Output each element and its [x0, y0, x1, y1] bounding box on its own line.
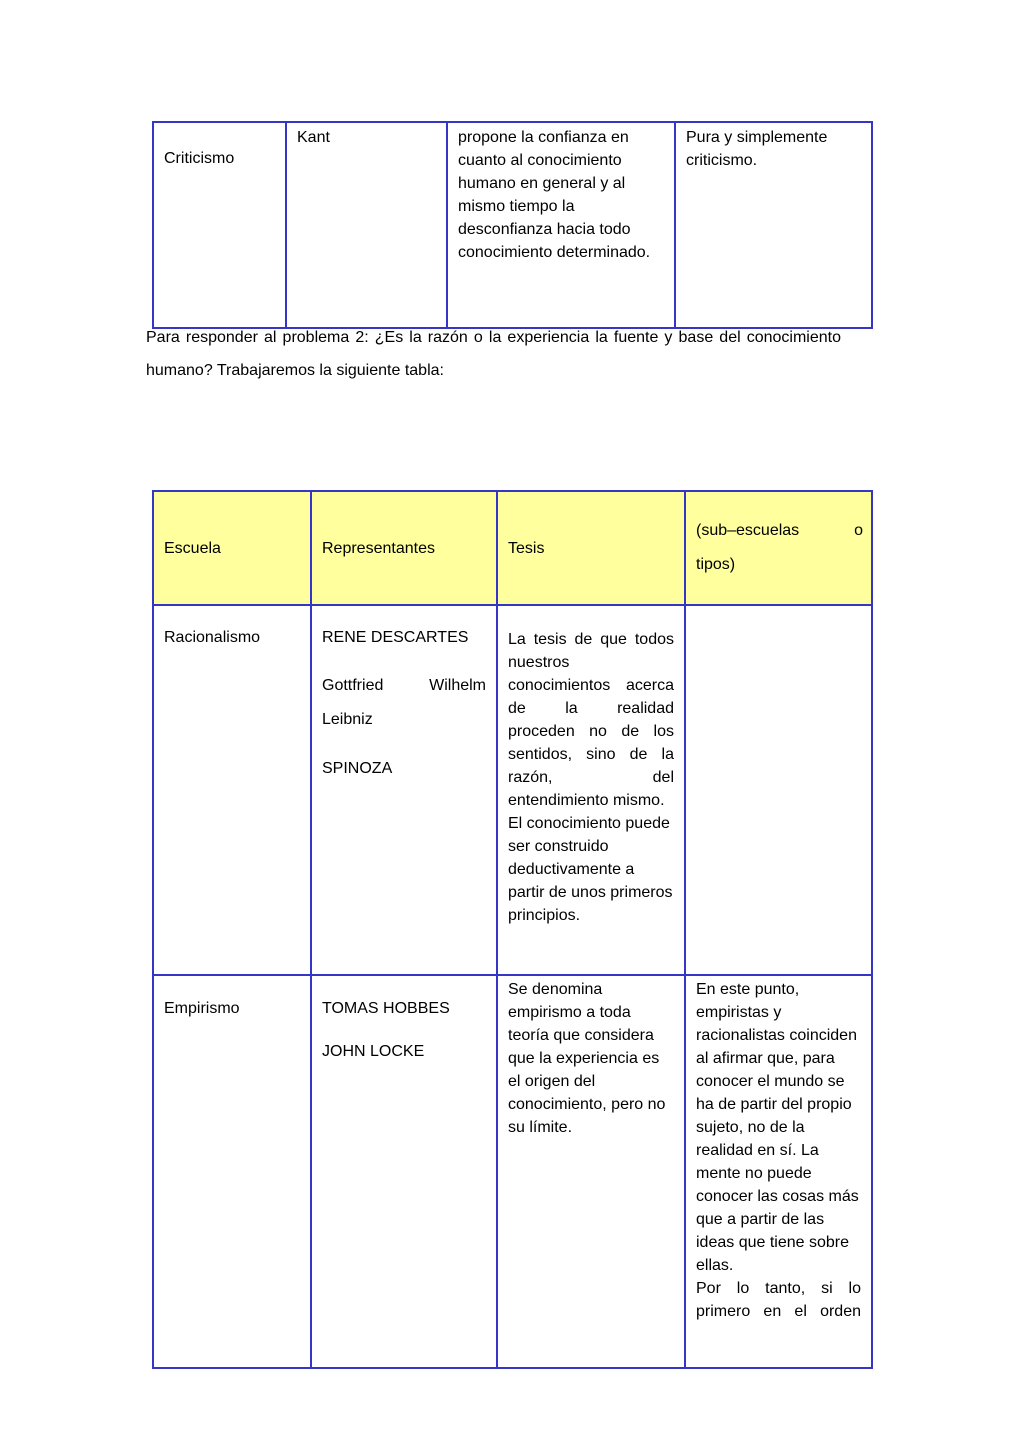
representante: SPINOZA [322, 760, 393, 777]
table-row [153, 975, 872, 1368]
header-representantes: Representantes [311, 491, 497, 605]
header-subescuelas-line1: (sub–escuelas o [696, 522, 863, 539]
cell-representantes [311, 975, 497, 1368]
representante [322, 669, 486, 737]
table-row [153, 605, 872, 975]
cell-subescuelas: Pura y simplemente criticismo. [675, 122, 872, 328]
subescuelas-paragraph: En este punto, empiristas y racionalistas coinciden al afirmar que, para conocer el mundo se ha de partir del propio sujeto, no de la realidad en sí. La mente no puede conocer las cosas más que a partir de las ideas que tiene sobre ellas. [696, 981, 859, 1274]
criticismo-table [152, 121, 873, 329]
representante: JOHN LOCKE [322, 1043, 425, 1060]
header-subescuelas-line2: tipos) [696, 556, 736, 573]
tesis-paragraph: La tesis de que todos nuestros conocimientos acerca de la realidad proceden no de los sentidos, sino de la razón, del entendimiento mismo. [508, 631, 674, 809]
schools-table [152, 490, 873, 1369]
header-subescuelas [685, 491, 872, 605]
subescuelas-paragraph: Por lo tanto, si lo primero en el orden [696, 1280, 861, 1320]
cell-escuela: Criticismo [153, 122, 286, 328]
representante: TOMAS HOBBES [322, 1000, 450, 1017]
table-header-row [153, 491, 872, 605]
cell-representante: Kant [286, 122, 447, 328]
tesis-paragraph: El conocimiento puede ser construido deductivamente a partir de unos primeros principios. [508, 815, 673, 924]
header-tesis: Tesis [497, 491, 685, 605]
representante-line: Gottfried Wilhelm [322, 677, 486, 694]
body-paragraph: Para responder al problema 2: ¿Es la razón o la experiencia la fuente y base del conocimiento humano? Trabajaremos la siguiente tabla: [146, 329, 841, 379]
cell-tesis: Se denomina empirismo a toda teoría que considera que la experiencia es el origen del conocimiento, pero no su límite. [497, 975, 685, 1368]
cell-tesis [497, 605, 685, 975]
cell-subescuelas [685, 975, 872, 1368]
table-row [153, 122, 872, 328]
representante: RENE DESCARTES [322, 629, 469, 646]
cell-subescuelas [685, 605, 872, 975]
cell-representantes [311, 605, 497, 975]
header-escuela: Escuela [153, 491, 311, 605]
cell-tesis: propone la confianza en cuanto al conocimiento humano en general y al mismo tiempo la desconfianza hacia todo conocimiento determinado. [447, 122, 675, 328]
representante-line: Leibniz [322, 711, 373, 728]
cell-escuela: Racionalismo [153, 605, 311, 975]
cell-escuela: Empirismo [153, 975, 311, 1368]
